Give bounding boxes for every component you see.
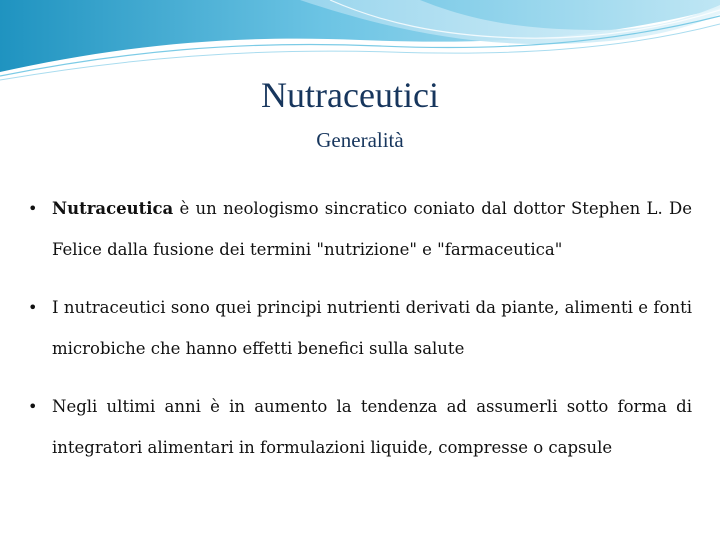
bullet-dot-icon: • [28, 397, 38, 416]
slide-title: Nutraceutici [261, 75, 439, 115]
bullet-bold-term: Nutraceutica [52, 199, 174, 218]
bullet-list [28, 188, 692, 485]
bullet-item [28, 287, 692, 369]
bullet-text: è un neologismo sincratico coniato dal dottor Stephen L. De Felice dalla fusione dei termini "nutrizione" e "farmaceutica" [52, 199, 692, 259]
bullet-text: I nutraceutici sono quei principi nutrienti derivati da piante, alimenti e fonti microbiche che hanno effetti benefici sulla salute [52, 298, 692, 358]
bullet-item [28, 386, 692, 468]
bullet-dot-icon: • [28, 298, 38, 317]
bullet-dot-icon: • [28, 199, 38, 218]
bullet-item [28, 188, 692, 270]
bullet-text: Negli ultimi anni è in aumento la tendenza ad assumerli sotto forma di integratori alimentari in formulazioni liquide, compresse o capsule [52, 397, 692, 457]
slide-subtitle: Generalità [316, 128, 404, 152]
